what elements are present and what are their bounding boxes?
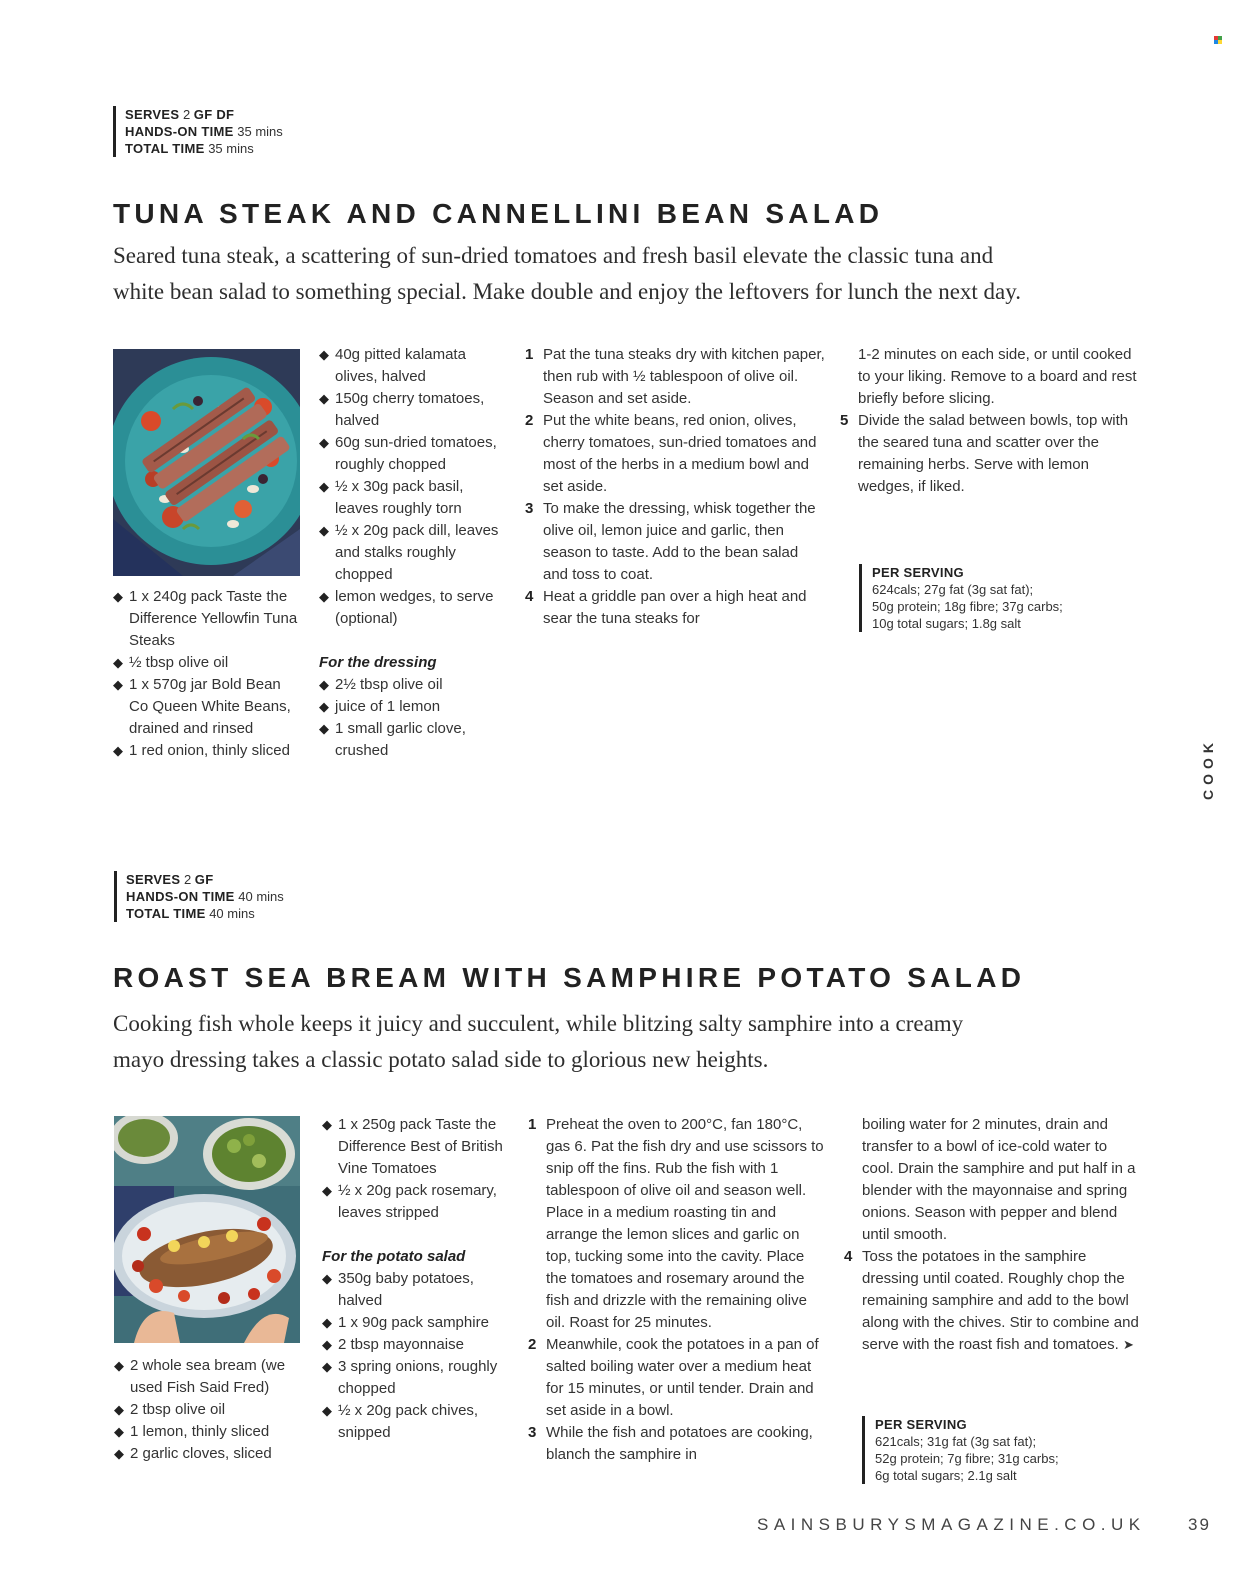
ingredient-text: 1 small garlic clove, crushed [335, 720, 466, 759]
serves-line [125, 106, 283, 123]
hands-on-value: 35 mins [237, 124, 283, 139]
diamond-bullet-icon: ◆ [319, 699, 329, 714]
ingredient-item [322, 1334, 512, 1356]
ingredient-item [319, 674, 509, 696]
total-time-line [125, 140, 283, 157]
ingredient-text: lemon wedges, to serve (optional) [335, 588, 494, 627]
step-text: While the fish and potatoes are cooking, blanch the samphire in [546, 1424, 813, 1463]
diet-tags: GF DF [193, 107, 235, 122]
step-text: Toss the potatoes in the samphire dressing until coated. Roughly chop the remaining samphire and add to the bowl along with the chives. Stir to combine and serve with the roast fish and tomatoes. [862, 1248, 1139, 1353]
nutrition-line: 6g total sugars; 2.1g salt [875, 1468, 1017, 1483]
nutrition-line: 50g protein; 18g fibre; 37g carbs; [872, 599, 1063, 614]
total-time-label: TOTAL TIME [125, 141, 205, 156]
serves-value: 2 [182, 107, 191, 122]
method-continuation: boiling water for 2 minutes, drain and transfer to a bowl of ice-cold water to cool. Drain the samphire and put half in a blender with the mayonnaise and spring onions. Season with pepper and blend until smooth. [862, 1116, 1136, 1243]
step-number: 4 [525, 588, 534, 605]
step-text: Heat a griddle pan over a high heat and sear the tuna steaks for [543, 588, 807, 627]
recipe1-photo [113, 349, 300, 576]
per-serving-heading: PER SERVING [872, 565, 964, 580]
total-time-label: TOTAL TIME [126, 906, 206, 921]
ingredient-item [319, 718, 509, 762]
ingredient-item [114, 1421, 304, 1443]
recipe1-meta [113, 106, 283, 157]
diamond-bullet-icon: ◆ [114, 1424, 124, 1439]
total-time-value: 40 mins [209, 906, 255, 921]
diamond-bullet-icon: ◆ [113, 655, 123, 670]
ingredient-text: 350g baby potatoes, halved [338, 1270, 474, 1309]
intro-line: Seared tuna steak, a scattering of sun-dried tomatoes and fresh basil elevate the classic tuna and [113, 243, 994, 268]
ingredient-item [319, 432, 509, 476]
method-step [525, 586, 825, 630]
step-number: 3 [528, 1424, 537, 1441]
dressing-heading: For the dressing [319, 654, 437, 671]
hands-on-line [126, 888, 284, 905]
ingredient-text: 1 x 250g pack Taste the Difference Best of British Vine Tomatoes [338, 1116, 503, 1177]
ingredient-text: 1 lemon, thinly sliced [130, 1423, 270, 1440]
ingredient-item [322, 1268, 512, 1312]
hands-on-label: HANDS-ON TIME [126, 889, 235, 904]
ingredient-item [319, 520, 509, 586]
ingredient-text: 1 x 240g pack Taste the Difference Yellowfin Tuna Steaks [129, 588, 298, 649]
diamond-bullet-icon: ◆ [322, 1359, 332, 1374]
step-text: Put the white beans, red onion, olives, cherry tomatoes, sun-dried tomatoes and most of the herbs in a medium bowl and set aside. [543, 412, 817, 495]
recipe1-method-col1 [525, 344, 825, 630]
recipe1-title: TUNA STEAK AND CANNELLINI BEAN SALAD [113, 198, 884, 229]
recipe2-per-serving [862, 1416, 1059, 1484]
step-text: Pat the tuna steaks dry with kitchen paper, then rub with ½ tablespoon of olive oil. Season and set aside. [543, 346, 825, 407]
step-number: 2 [525, 412, 534, 429]
ingredient-text: 3 spring onions, roughly chopped [338, 1358, 498, 1397]
hands-on-line [125, 123, 283, 140]
ingredient-item [319, 388, 509, 432]
ingredient-item [113, 674, 303, 740]
ingredient-item [113, 740, 303, 762]
recipe2-ingredients-col2 [322, 1114, 512, 1444]
step-text: To make the dressing, whisk together the olive oil, lemon juice and garlic, then season to taste. Add to the bean salad and toss to coat. [543, 500, 816, 583]
recipe1-method-col2 [840, 344, 1138, 498]
ingredient-text: 150g cherry tomatoes, halved [335, 390, 485, 429]
diamond-bullet-icon: ◆ [319, 435, 329, 450]
serves-label: SERVES [126, 872, 181, 887]
page-number: 39 [1188, 1515, 1211, 1534]
continue-arrow-icon: ➤ [1122, 1337, 1134, 1352]
diamond-bullet-icon: ◆ [322, 1183, 332, 1198]
diamond-bullet-icon: ◆ [319, 347, 329, 362]
diamond-bullet-icon: ◆ [319, 589, 329, 604]
ingredient-text: 2 tbsp olive oil [130, 1401, 226, 1418]
footer-website: SAINSBURYSMAGAZINE.CO.UK [757, 1515, 1146, 1534]
hands-on-value: 40 mins [238, 889, 284, 904]
serves-label: SERVES [125, 107, 180, 122]
diamond-bullet-icon: ◆ [319, 523, 329, 538]
ingredient-item [319, 344, 509, 388]
step-number: 3 [525, 500, 534, 517]
diamond-bullet-icon: ◆ [322, 1271, 332, 1286]
recipe2-method-col1 [528, 1114, 828, 1466]
ingredient-item [319, 586, 509, 630]
ingredient-item [114, 1443, 304, 1465]
step-number: 2 [528, 1336, 537, 1353]
method-step [528, 1422, 828, 1466]
diamond-bullet-icon: ◆ [113, 677, 123, 692]
step-number: 5 [840, 412, 849, 429]
diamond-bullet-icon: ◆ [322, 1403, 332, 1418]
nutrition-line: 624cals; 27g fat (3g sat fat); [872, 582, 1034, 597]
diamond-bullet-icon: ◆ [322, 1117, 332, 1132]
method-step [840, 410, 1138, 498]
tuna-salad-image [113, 349, 300, 576]
serves-line [126, 871, 284, 888]
ingredient-text: juice of 1 lemon [335, 698, 441, 715]
intro-line: Cooking fish whole keeps it juicy and succulent, while blitzing salty samphire into a creamy [113, 1011, 964, 1036]
diamond-bullet-icon: ◆ [319, 391, 329, 406]
step-text: Divide the salad between bowls, top with the seared tuna and scatter over the remaining herbs. Serve with lemon wedges, if liked. [858, 412, 1129, 495]
method-step [844, 1246, 1142, 1356]
diet-tags: GF [194, 872, 214, 887]
ingredient-item [319, 476, 509, 520]
ingredient-item [322, 1114, 512, 1180]
recipe1-ingredients-col1 [113, 586, 303, 762]
step-text: Preheat the oven to 200°C, fan 180°C, gas 6. Pat the fish dry and use scissors to snip off the fins. Rub the fish with 1 tablespoon of olive oil and season well. Place in a medium roasting tin and arrange the lemon slices and garlic on top, tucking some into the cavity. Place the tomatoes and rosemary around the fish and drizzle with the remaining olive oil. Roast for 25 minutes. [546, 1116, 824, 1331]
ingredient-text: 1 red onion, thinly sliced [129, 742, 290, 759]
ingredient-text: 1 x 90g pack samphire [338, 1314, 489, 1331]
per-serving-heading: PER SERVING [875, 1417, 967, 1432]
nutrition-line: 10g total sugars; 1.8g salt [872, 616, 1021, 631]
ingredient-item [319, 696, 509, 718]
intro-line: mayo dressing takes a classic potato salad side to glorious new heights. [113, 1047, 769, 1072]
corner-mark-icon [1214, 36, 1222, 44]
recipe2-method-col2 [844, 1114, 1142, 1356]
corner-mark [1214, 31, 1222, 39]
serves-value: 2 [183, 872, 192, 887]
section-side-label: COOK [1200, 738, 1216, 800]
method-continuation: 1-2 minutes on each side, or until cooked to your liking. Remove to a board and rest briefly before slicing. [858, 346, 1137, 407]
method-step [525, 410, 825, 498]
potato-salad-heading: For the potato salad [322, 1248, 466, 1265]
ingredient-item [113, 586, 303, 652]
ingredient-item [114, 1355, 304, 1399]
ingredient-text: ½ x 20g pack rosemary, leaves stripped [338, 1182, 497, 1221]
recipe2-meta [114, 871, 284, 922]
method-step [525, 498, 825, 586]
recipe2-title: ROAST SEA BREAM WITH SAMPHIRE POTATO SALAD [113, 962, 1026, 993]
intro-line: white bean salad to something special. Make double and enjoy the leftovers for lunch the next day. [113, 279, 1022, 304]
total-time-line [126, 905, 284, 922]
diamond-bullet-icon: ◆ [319, 677, 329, 692]
recipe1-intro [113, 238, 1123, 310]
ingredient-item [322, 1180, 512, 1224]
ingredient-item [113, 652, 303, 674]
ingredient-item [322, 1312, 512, 1334]
ingredient-text: ½ x 20g pack dill, leaves and stalks roughly chopped [335, 522, 499, 583]
diamond-bullet-icon: ◆ [319, 721, 329, 736]
method-step [528, 1334, 828, 1422]
sea-bream-image [114, 1116, 300, 1343]
diamond-bullet-icon: ◆ [319, 479, 329, 494]
ingredient-text: 40g pitted kalamata olives, halved [335, 346, 466, 385]
diamond-bullet-icon: ◆ [114, 1446, 124, 1461]
step-number: 4 [844, 1248, 853, 1265]
diamond-bullet-icon: ◆ [322, 1337, 332, 1352]
ingredient-text: 2 whole sea bream (we used Fish Said Fred) [130, 1357, 286, 1396]
ingredient-text: 2 tbsp mayonnaise [338, 1336, 464, 1353]
ingredient-text: ½ x 30g pack basil, leaves roughly torn [335, 478, 464, 517]
diamond-bullet-icon: ◆ [113, 589, 123, 604]
total-time-value: 35 mins [208, 141, 254, 156]
nutrition-line: 621cals; 31g fat (3g sat fat); [875, 1434, 1037, 1449]
ingredient-item [322, 1400, 512, 1444]
method-step [528, 1114, 828, 1334]
recipe1-per-serving [859, 564, 1063, 632]
method-step [525, 344, 825, 410]
step-number: 1 [528, 1116, 537, 1133]
diamond-bullet-icon: ◆ [113, 743, 123, 758]
ingredient-text: 2 garlic cloves, sliced [130, 1445, 272, 1462]
nutrition-line: 52g protein; 7g fibre; 31g carbs; [875, 1451, 1059, 1466]
step-number: 1 [525, 346, 534, 363]
recipe2-photo [114, 1116, 300, 1343]
recipe2-intro [113, 1006, 1123, 1078]
ingredient-text: ½ x 20g pack chives, snipped [338, 1402, 479, 1441]
recipe2-ingredients-col1 [114, 1355, 304, 1465]
recipe1-ingredients-col2 [319, 344, 509, 762]
diamond-bullet-icon: ◆ [322, 1315, 332, 1330]
ingredient-item [114, 1399, 304, 1421]
diamond-bullet-icon: ◆ [114, 1358, 124, 1373]
ingredient-text: ½ tbsp olive oil [129, 654, 229, 671]
ingredient-text: 1 x 570g jar Bold Bean Co Queen White Beans, drained and rinsed [129, 676, 291, 737]
step-text: Meanwhile, cook the potatoes in a pan of salted boiling water over a medium heat for 15 minutes, or until tender. Drain and set aside in a bowl. [546, 1336, 819, 1419]
hands-on-label: HANDS-ON TIME [125, 124, 234, 139]
ingredient-text: 2½ tbsp olive oil [335, 676, 443, 693]
ingredient-text: 60g sun-dried tomatoes, roughly chopped [335, 434, 497, 473]
ingredient-item [322, 1356, 512, 1400]
diamond-bullet-icon: ◆ [114, 1402, 124, 1417]
